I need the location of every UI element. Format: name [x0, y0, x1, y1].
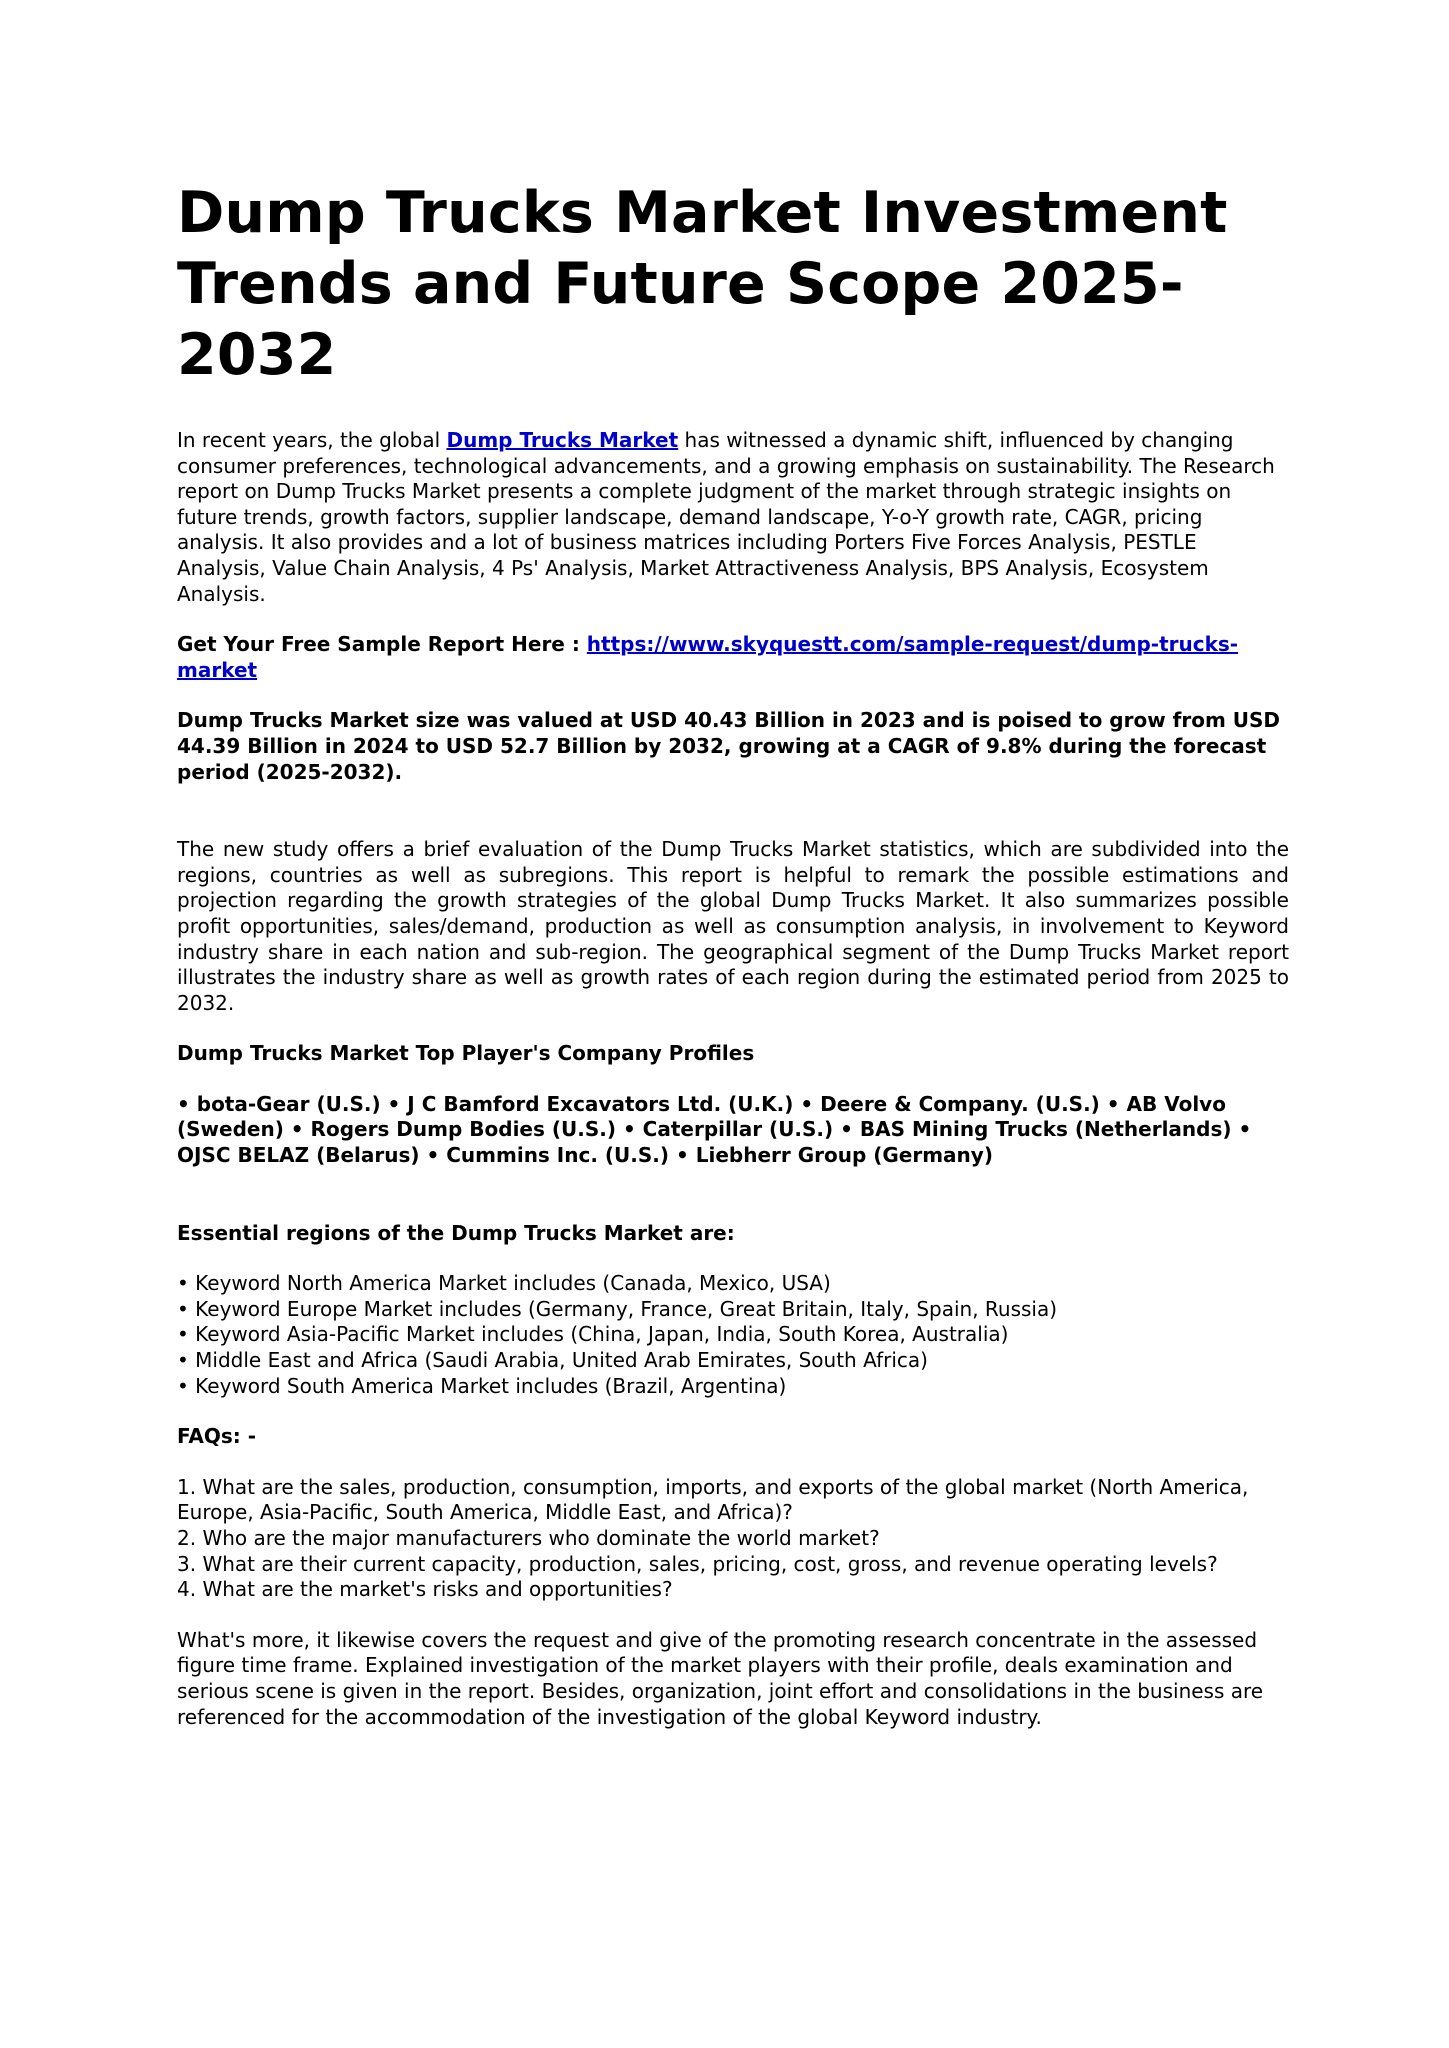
list-item: • Keyword Asia-Pacific Market includes (China, Japan, India, South Korea, Australia) — [177, 1322, 1009, 1347]
closing-paragraph: What's more, it likewise covers the request and give of the promoting research concentrate in the assessed figure time frame. Explained investigation of the market players with their profile, deals examination and serious scene is given in the report. Besides, organization, joint effort and consolidations in the business are referenced for the accommodation of the investigation of the global Keyword industry. — [177, 1627, 1264, 1729]
list-item: • Keyword Europe Market includes (Germany, France, Great Britain, Italy, Spain, Russia) — [177, 1296, 1058, 1321]
players-list: • bota-Gear (U.S.) • J C Bamford Excavators Ltd. (U.K.) • Deere & Company. (U.S.) • AB Volvo (Sweden) • Rogers Dump Bodies (U.S.) • Caterpillar (U.S.) • BAS Mining Trucks (Netherlands) • OJSC BELAZ (Belarus) • Cummins Inc. (U.S.) • Liebherr Group (Germany) — [177, 1091, 1252, 1168]
regions-list — [177, 1271, 1289, 1399]
study-paragraph: The new study offers a brief evaluation of the Dump Trucks Market statistics, which are subdivided into the regions, countries as well as subregions. This report is helpful to remark the possible estimations and projection regarding the growth strategies of the global Dump Trucks Market. It also summarizes possible profit opportunities, sales/demand, production as well as consumption analysis, in involvement to Keyword industry share in each nation and sub-region. The geographical segment of the Dump Trucks Market report illustrates the industry share as well as growth rates of each region during the estimated period from 2025 to 2032. — [177, 837, 1289, 1015]
page-title: Dump Trucks Market Investment Trends and Future Scope 2025-2032 — [177, 180, 1228, 388]
list-item: 2. Who are the major manufacturers who dominate the world market? — [177, 1526, 880, 1550]
intro-text-before: In recent years, the global — [177, 428, 447, 452]
sample-request-line — [177, 632, 1289, 683]
list-item: 1. What are the sales, production, consumption, imports, and exports of the global market (North America, Europe, Asia-Pacific, South America, Middle East, and Africa)? — [177, 1474, 1249, 1525]
faqs-list — [177, 1475, 1289, 1603]
list-item: 3. What are their current capacity, production, sales, pricing, cost, gross, and revenue operating levels? — [177, 1551, 1218, 1576]
players-heading: Dump Trucks Market Top Player's Company Profiles — [177, 1041, 755, 1066]
dump-trucks-market-link[interactable]: Dump Trucks Market — [446, 428, 679, 452]
sample-request-link[interactable]: https://www.skyquestt.com/sample-request/dump-trucks-market — [177, 632, 1239, 682]
regions-heading: Essential regions of the Dump Trucks Market are: — [177, 1220, 735, 1245]
list-item: • Middle East and Africa (Saudi Arabia, United Arab Emirates, South Africa) — [177, 1348, 928, 1373]
faqs-heading: FAQs: - — [177, 1424, 257, 1449]
intro-paragraph — [177, 428, 1289, 607]
list-item: 4. What are the market's risks and opportunities? — [177, 1577, 673, 1602]
document-page — [177, 178, 1289, 1730]
intro-text-after: has witnessed a dynamic shift, influenced by changing consumer preferences, technological advancements, and a growing emphasis on sustainability. The Research report on Dump Trucks Market presents a complete judgment of the market through strategic insights on future trends, growth factors, supplier landscape, demand landscape, Y-o-Y growth rate, CAGR, pricing analysis. It also provides and a lot of business matrices including Porters Five Forces Analysis, PESTLE Analysis, Value Chain Analysis, 4 Ps' Analysis, Market Attractiveness Analysis, BPS Analysis, Ecosystem Analysis. — [177, 428, 1275, 606]
list-item: • Keyword North America Market includes (Canada, Mexico, USA) — [177, 1271, 831, 1296]
market-size-statement: Dump Trucks Market size was valued at USD 40.43 Billion in 2023 and is poised to grow from USD 44.39 Billion in 2024 to USD 52.7 Billion by 2032, growing at a CAGR of 9.8% during the forecast period (2025-2032). — [177, 708, 1280, 784]
sample-label: Get Your Free Sample Report Here : — [177, 632, 587, 657]
list-item: • Keyword South America Market includes (Brazil, Argentina) — [177, 1373, 787, 1398]
